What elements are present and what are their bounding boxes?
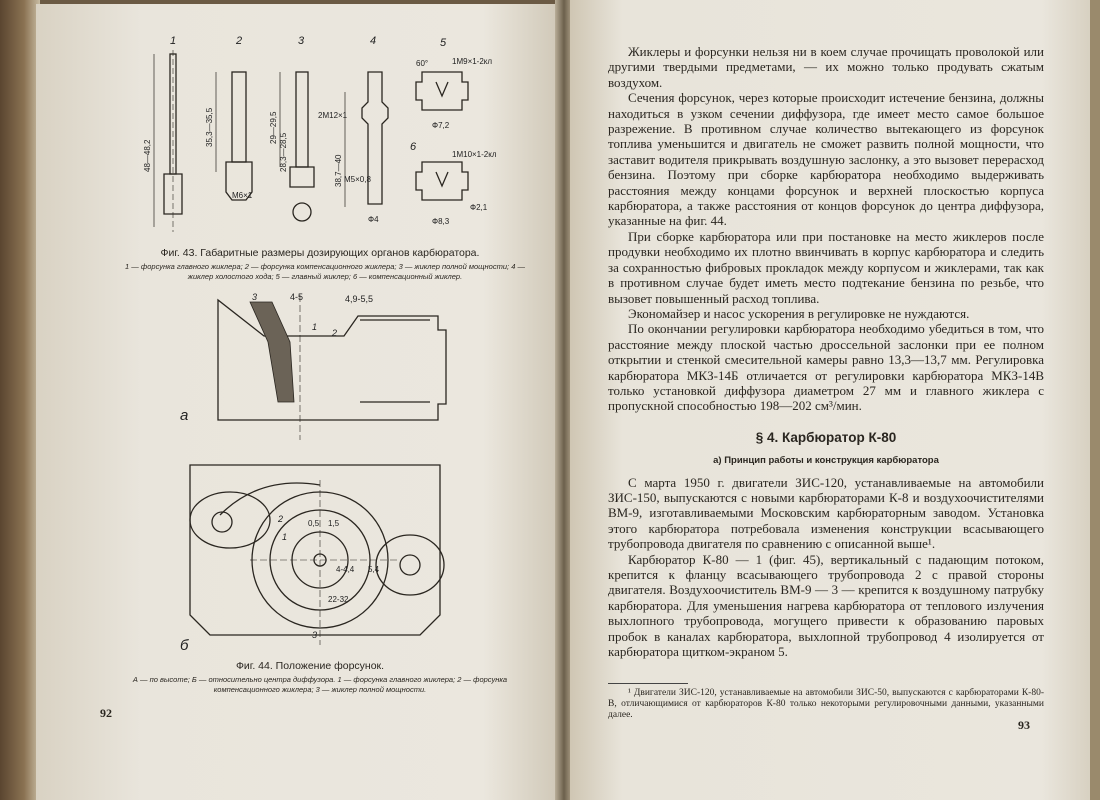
paragraph: Сечения форсунок, через которые происходит истечение бензина, должны находиться в узком сечении диффузора, где имеет место самое большое разрежение. В противном случае количество вытекающего из форсунок топлива уменьшится и двигатель не сможет развить полной мощности, что заставит водителя прикрывать воздушную заслонку, а это вызовет перерасход бензина. Поэтому при сборке карбюратора необходимо выдерживать расстояния между концами форсунок и верхней плоскостью корпуса карбюратора, а также расстояния от концов форсунок до центра диффузора, указанные на фиг. 44. [608,90,1044,229]
fig44-label: 4-4,4 [336,565,355,574]
paragraph: При сборке карбюратора или при постановке на место жиклеров после продувки необходимо их плотно ввинчивать в корпус карбюратора и следить за сохранностью фибровых прокладок между корпусом и жиклерами, так как в противном случае будет иметь место подтекание бензина по резьбе, что вызовет повышенный расход топлива. [608,228,1044,306]
figure-43-legend: 1 — форсунка главного жиклера; 2 — форсунка компенсационного жиклера; 3 — жиклер полной мощности; 4 — жиклер холостого хода; 5 — главный жиклер; 6 — компенсационный жиклер. [125,262,525,281]
fig43-dim: Ф8,3 [432,217,450,226]
fig44-view-b: б [180,637,189,654]
fig44-label: 0,5 [308,519,320,528]
page-number-left: 92 [100,706,112,720]
fig43-dim: 2М12×1 [318,111,348,120]
book-edge-right [1090,0,1100,800]
fig43-label-4: 4 [370,35,377,47]
fig43-label-3: 3 [298,35,305,47]
figure-44-caption: Фиг. 44. Положение форсунок. [235,660,385,672]
fig43-dim: 1М10×1-2кл [452,150,497,159]
fig44-label: 4,9-5,5 [345,294,374,304]
paragraph: Жиклеры и форсунки нельзя ни в коем случае прочищать проволокой или другими твердыми предметами, — их можно только продувать сжатым воздухом. [608,44,1044,90]
fig44-label: 3 [252,292,258,302]
fig43-label-5: 5 [440,37,447,49]
fig43-dim: Ф4 [368,215,379,224]
page-number-right: 93 [1018,718,1030,732]
fig43-dim: 29—29,5 [269,111,278,144]
fig44-label: 1,5 [328,519,340,528]
paragraph: С марта 1950 г. двигатели ЗИС-120, устанавливаемые на автомобили ЗИС-150, выпускаются с новыми карбюраторами К-8 и воздухоочистителями ВМ-9, изготавливаемыми Московским карбюраторным заводом. Установка этого карбюратора потребовала изменения конструкции всасывающего трубопровода двигателя по сравнению с описанной выше¹. [608,474,1044,552]
fig43-dim: М6×1 [232,191,253,200]
fig44-label: 2 [278,514,284,524]
fig43-dim: M5×0,8 [344,175,371,184]
fig43-label-1: 1 [170,35,177,47]
fig43-dim: 60° [416,59,429,68]
fig43-label-6: 6 [410,141,417,153]
fig44-label: 5,4 [368,565,380,574]
fig43-dim: Ф7,2 [432,121,450,130]
fig44-view-a: а [180,407,189,424]
fig43-dim: 38,7—40 [334,154,343,187]
figure-43-caption: Фиг. 43. Габаритные размеры дозирующих органов карбюратора. [160,247,480,259]
book-edge-left [0,0,40,800]
right-page-text [608,44,1044,721]
fig43-dim: 28,3—28,5 [279,132,288,172]
fig44-label: 1 [282,532,288,542]
fig44-label: 4-5 [290,292,304,302]
fig43-dim: 48—48,2 [143,139,152,172]
paragraph: По окончании регулировки карбюратора необходимо убедиться в том, что расстояние между плоской частью дроссельной заслонки при ее полном открытии и стенкой смесительной камеры равно 13,3—13,7 мм. Регулировка карбюратора МКЗ-14Б отличается от регулировки карбюратора МКЗ-14В только установкой диффузора диаметром 27 мм и главного жиклера с пропускной способностью 198—202 см³/мин. [608,321,1044,414]
figure-43-drawing [120,32,520,242]
paragraph: Карбюратор К-80 — 1 (фиг. 45), вертикальный с падающим потоком, крепится к фланцу всасывающего трубопровода 2 с правой стороны двигателя. Воздухоочиститель ВМ-9 — 3 — крепится к воздушному патрубку карбюратора. Для уменьшения нагрева карбюратора от теплового излучения выхлопного трубопровода, могущего привести к образованию паровых пробок в каналах карбюратора, выхлопной трубопровод 4 изолируется от карбюратора щитком-экраном 5. [608,551,1044,660]
figure-44-legend: А — по высоте; Б — относительно центра диффузора. 1 — форсунка главного жиклера; 2 — форсунка компенсационного жиклера; 3 — жиклер полной мощности. [132,675,508,694]
fig43-dim: 1М9×1-2кл [452,57,493,66]
fig44-label: 3 [312,630,318,640]
footnote-rule [608,683,688,684]
fig44-label: 2 [332,328,338,338]
fig44-label: 1 [312,322,318,332]
figure-44-drawing [160,290,460,660]
fig43-dim: Ф2,1 [470,203,488,212]
footnote: ¹ Двигатели ЗИС-120, устанавливаемые на автомобили ЗИС-50, выпускаются с карбюраторами К-80-В, отличающимися от карбюраторов К-80 только некоторыми регулировочными данными, указанными далее. [608,688,1044,721]
paragraph: Экономайзер и насос ускорения в регулировке не нуждаются. [628,305,970,321]
subsection-title: а) Принцип работы и конструкция карбюратора [713,455,939,467]
fig43-label-2: 2 [236,35,243,47]
fig43-dim: 35,3—35,5 [205,107,214,147]
section-title: § 4. Карбюратор К-80 [755,429,897,445]
fig44-label: 22-32 [328,595,349,604]
